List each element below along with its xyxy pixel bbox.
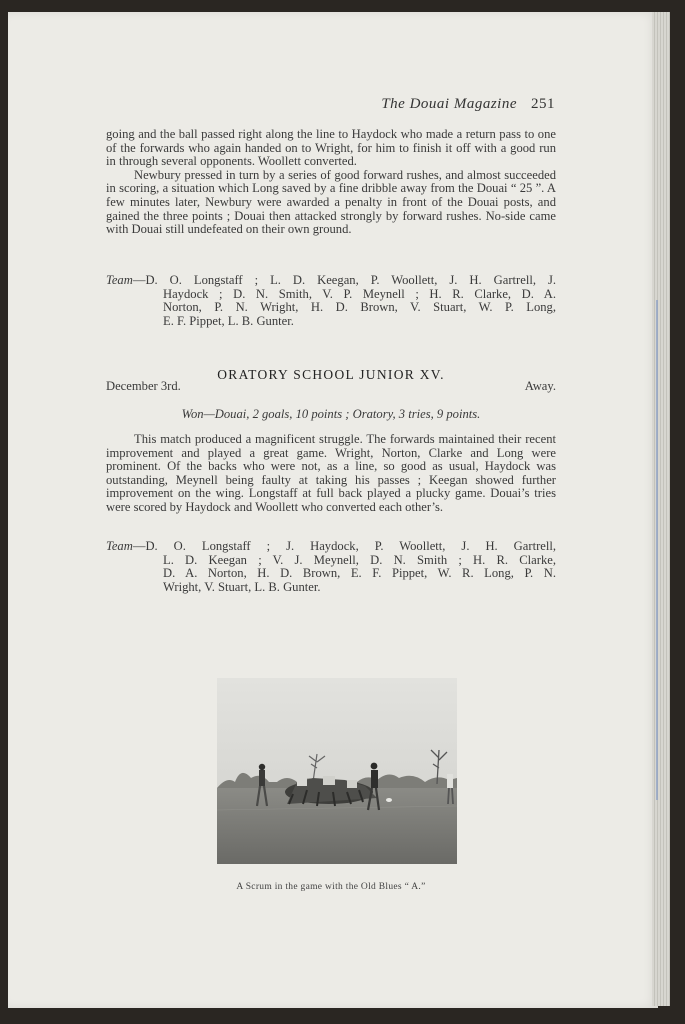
team-line: Wright, V. Stuart, L. B. Gunter. (163, 579, 321, 594)
team-line: L. D. Keegan ; V. J. Meynell, D. N. Smith ; H. R. Clarke, (163, 552, 556, 567)
magazine-title: The Douai Magazine (381, 96, 517, 112)
article-text-top (106, 128, 556, 237)
team-label: Team (106, 273, 133, 287)
match-venue: Away. (524, 379, 556, 393)
team-line: Norton, P. N. Wright, H. D. Brown, V. Stuart, W. P. Long, (163, 300, 556, 315)
team-line: —D. O. Longstaff ; J. Haydock, P. Woollett, J. H. Gartrell, (132, 539, 556, 553)
match-result: Won—Douai, 2 goals, 10 points ; Oratory, 3 tries, 9 points. (181, 407, 481, 421)
team-line: —D. O. Longstaff ; L. D. Keegan, P. Woollett, J. H. Gartrell, J. (132, 273, 556, 287)
team-list-2 (106, 540, 556, 594)
report-paragraph: This match produced a magnificent struggle. The forwards maintained their recent improvement and played a great game. Wright, Norton, Clarke and Long were prominent. Of the backs who were not, as a line, so good as usual, Haydock was outstanding, Meynell being faulty at taking his passes ; Keegan showed further improvement on the wing. Longstaff at full back played a plucky game. Douai’s tries were scored by Haydock and Woollett who converted each other’s. (106, 432, 556, 514)
team-line: E. F. Pippet, L. B. Gunter. (163, 313, 294, 328)
match-date: December 3rd. (106, 379, 181, 393)
team-line: Haydock ; D. N. Smith, V. P. Meynell ; H. R. Clarke, D. A. (163, 286, 556, 301)
paragraph-1: going and the ball passed right along the line to Haydock who made a return pass to one of the forwards who again handed on to Wright, for him to finish it off with a good run in through several opponents. Woollett converted. (106, 127, 556, 169)
photo-caption: A Scrum in the game with the Old Blues “ A.” (236, 882, 426, 892)
section-heading: ORATORY SCHOOL JUNIOR XV. (217, 367, 445, 382)
team-label: Team (106, 539, 133, 553)
scrum-photo (217, 678, 457, 864)
team-list-1 (106, 274, 556, 328)
page-edge-tint (656, 300, 658, 800)
match-report (106, 433, 556, 515)
page-edge (652, 12, 670, 1006)
match-meta (106, 379, 556, 394)
page-number: 251 (531, 96, 555, 112)
team-line: D. A. Norton, H. D. Brown, E. F. Pippet, W. R. Long, P. N. (163, 566, 556, 581)
paragraph-2: Newbury pressed in turn by a series of good forward rushes, and almost succeeded in scoring, a situation which Long saved by a fine dribble away from the Douai “ 25 ”. A few minutes later, Newbury were awarded a penalty in front of the Douai posts, and gained the three points ; Douai then attacked strongly by forward rushes. No-side came with Douai still undefeated on their own ground. (106, 167, 556, 237)
running-head (340, 96, 555, 113)
